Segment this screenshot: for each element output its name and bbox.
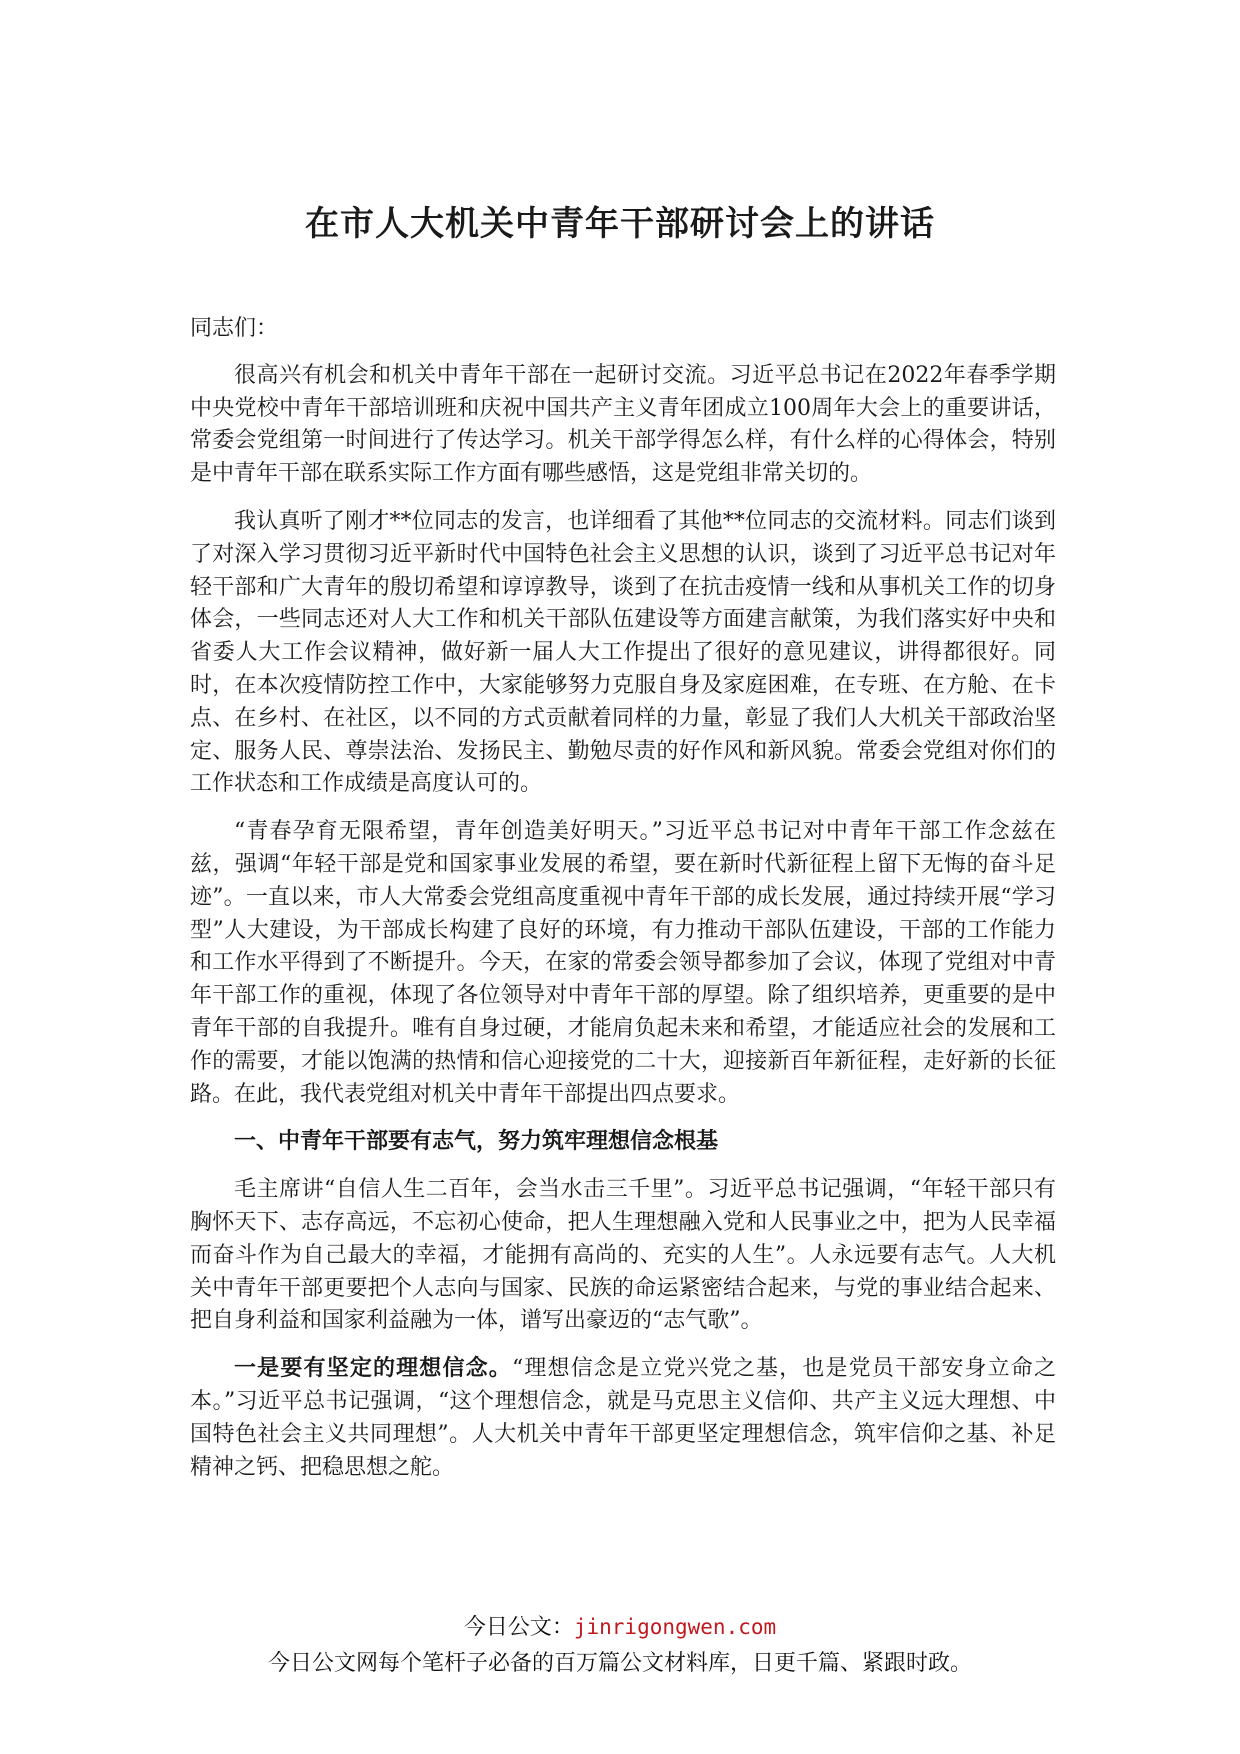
section-heading-1: 一、中青年干部要有志气，努力筑牢理想信念根基 [234,1129,719,1155]
page-title: 在市人大机关中青年干部研讨会上的讲话 [305,204,935,244]
document-body [190,313,1056,1499]
paragraph-3: “青春孕育无限希望，青年创造美好明天。”习近平总书记对中青年干部工作念兹在兹，强调“年轻干部是党和国家事业发展的希望，要在新时代新征程上留下无悔的奋斗足迹”。一直以来，市人大常委会党组高度重视中青年干部的成长发展，通过持续开展“学习型”人大建设，为干部成长构建了良好的环境，有力推动干部队伍建设，干部的工作能力和工作水平得到了不断提升。今天，在家的常委会领导都参加了会议，体现了党组对中青年干部工作的重视，体现了各位领导对中青年干部的厚望。除了组织培养，更重要的是中青年干部的自我提升。唯有自身过硬，才能肩负起未来和希望，才能适应社会的发展和工作的需要，才能以饱满的热情和信心迎接党的二十大，迎接新百年新征程，走好新的长征路。在此，我代表党组对机关中青年干部提出四点要求。 [190,819,1056,1107]
paragraph-1: 很高兴有机会和机关中青年干部在一起研讨交流。习近平总书记在2022年春季学期中央党校中青年干部培训班和庆祝中国共产主义青年团成立100周年大会上的重要讲话，常委会党组第一时间进行了传达学习。机关干部学得怎么样，有什么样的心得体会，特别是中青年干部在联系实际工作方面有哪些感悟，这是党组非常关切的。 [190,362,1056,487]
footer-site-line [0,1612,1240,1643]
footer-banner [0,1612,1240,1681]
footer-site-label: 今日公文： [463,1615,574,1640]
paragraph-2: 我认真听了刚才**位同志的发言，也详细看了其他**位同志的交流材料。同志们谈到了对深入学习贯彻习近平新时代中国特色社会主义思想的认识，谈到了习近平总书记对年轻干部和广大青年的殷切希望和谆谆教导，谈到了在抗击疫情一线和从事机关工作的切身体会，一些同志还对人大工作和机关干部队伍建设等方面建言献策，为我们落实好中央和省委人大工作会议精神，做好新一届人大工作提出了很好的意见建议，讲得都很好。同时，在本次疫情防控工作中，大家能够努力克服自身及家庭困难，在专班、在方舱、在卡点、在乡村、在社区，以不同的方式贡献着同样的力量，彰显了我们人大机关干部政治坚定、服务人民、尊崇法治、发扬民主、勤勉尽责的好作风和新风貌。常委会党组对你们的工作状态和工作成绩是高度认可的。 [190,508,1056,797]
paragraph-5-lead: 一是要有坚定的理想信念。 [234,1356,512,1382]
paragraph-5 [190,1353,1056,1484]
footer-site-link[interactable]: jinrigongwen.com [573,1615,777,1639]
paragraph-5-text: “理想信念是立党兴党之基，也是党员干部安身立命之本。”习近平总书记强调，“这个理想信念，就是马克思主义信仰、共产主义远大理想、中国特色社会主义共同理想”。人大机关中青年干部更坚定理想信念，筑牢信仰之基、补足精神之钙、把稳思想之舵。 [190,1356,1056,1480]
paragraph-4: 毛主席讲“自信人生二百年，会当水击三千里”。习近平总书记强调，“年轻干部只有胸怀天下、志存高远，不忘初心使命，把人生理想融入党和人民事业之中，把为人民幸福而奋斗作为自己最大的幸福，才能拥有高尚的、充实的人生”。人永远要有志气。人大机关中青年干部更要把个人志向与国家、民族的命运紧密结合起来，与党的事业结合起来、把自身利益和国家利益融为一体，谱写出豪迈的“志气歌”。 [190,1177,1056,1334]
footer-slogan: 今日公文网每个笔杆子必备的百万篇公文材料库，日更千篇、紧跟时政。 [267,1651,972,1676]
salutation: 同志们： [190,316,279,341]
